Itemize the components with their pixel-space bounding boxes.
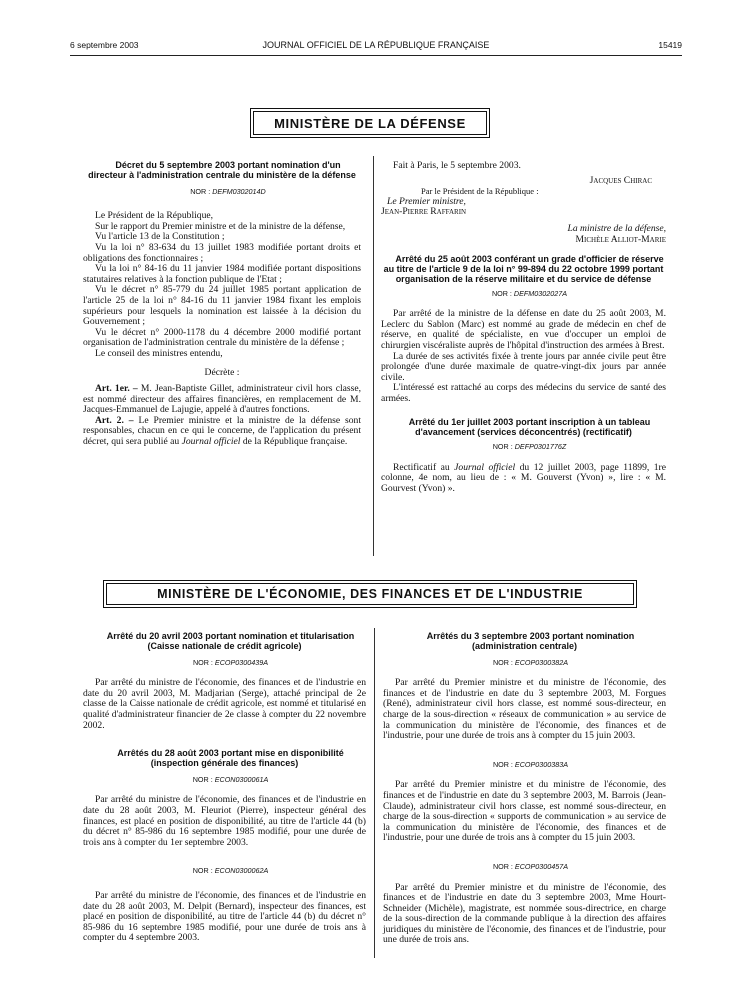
decree1-para: Le conseil des ministres entendu, [95,347,223,359]
eco-a3-para-1: Par arrêté du Premier ministre et du ministre de l'économie, des finances et de l'industrie en date du 3 septembre 2003, M. Forgues (René), administrateur civil hors classe, est nommé sous-directeur, en charge de la sous-direction « réseaux de communication » au service de la communication du ministère de l'économie, des finances et de l'industrie, pour une durée de trois ans à compter du 15 juin 2003. [383,677,666,742]
decree1-para: Vu la loi n° 84-16 du 11 janvier 1984 modifiée portant dispositions statutaires relatives à la fonction publique de l'Etat ; [83,263,361,285]
defense-right-column [381,161,666,494]
eco-a3-nor-code-1: ECOP0300382A [514,657,569,667]
header-journal-title: JOURNAL OFFICIEL DE LA RÉPUBLIQUE FRANÇAISE [262,40,490,50]
economie-left-column [83,632,366,944]
eco-a3-para-3: Par arrêté du Premier ministre et du ministre de l'économie, des finances et de l'industrie en date du 3 septembre 2003, Mme Hourt-Schneider (Michèle), magistrate, est nommée sous-directrice, en charge de la sous-direction de la commande publique à la direction des affaires juridiques du ministère de l'économie, des finances et de l'industrie, pour une durée de trois ans. [383,881,666,946]
header-date: 6 septembre 2003 [70,40,139,50]
arrete3-para: Rectificatif au Journal officiel du 12 juillet 2003, page 11899, 1re colonne, 4e nom, au lieu de : « M. Gouverst (Yvon) », lire : « M. Gourvest (Yvon) ». [381,461,667,494]
minister-name: Michèle Alliot-Marie [575,233,666,245]
ministry-title-defense: MINISTÈRE DE LA DÉFENSE [253,111,487,135]
arrete2-para: Par arrêté de la ministre de la défense en date du 25 août 2003, M. Leclerc du Sablon (Marc) est nommé au grade de médecin en chef de réserve, en qualité de spécialiste, en vue d'occuper un emploi de chirurgien viscéraliste auprès de l'hôpital d'instruction des armées à Brest. [381,308,666,351]
column-divider-defense [373,156,374,556]
president-name: Jacques Chirac [589,174,652,186]
decree1-signed-place: Fait à Paris, le 5 septembre 2003. [393,160,521,171]
art1-label: Art. 1er. – [95,383,138,395]
decree1-para: Le Président de la République, [95,210,214,222]
eco-a2-nor-1: NOR : ECON0300061A [192,774,269,784]
decree1-para: Vu le décret n° 85-779 du 24 juillet 1985 portant application de l'article 25 de la loi n° 84-16 du 11 janvier 1984 fixant les emplois supérieurs pour lesquels la nomination est laissée à la décision du Gouvernement ; [83,284,361,328]
eco-a2-nor-code-1: ECON0300061A [214,774,269,784]
eco-a3-title: Arrêtés du 3 septembre 2003 portant nomination (administration centrale) [426,631,635,651]
ministry-box-defense [250,108,490,138]
pm-name: Jean-Pierre Raffarin [381,206,467,218]
decree1-title: Décret du 5 septembre 2003 portant nomination d'un directeur à l'administration centrale du ministère de la défense [88,160,356,180]
decree1-article-1: Art. 1er. – M. Jean-Baptiste Gillet, administrateur civil hors classe, est nommé directeur des affaires financières, en remplacement de M. Jacques-Emmanuel de Lajugie, appelé à d'autres fonctions. [83,383,361,416]
arrete2-nor: NOR : DEFM0302027A [491,288,568,298]
eco-a1-nor-code: ECOP0300439A [214,657,269,667]
eco-a2-title: Arrêtés du 28 août 2003 portant mise en disponibilité (inspection générale des finances) [117,748,344,768]
arrete2-nor-code: DEFM0302027A [513,288,568,298]
ministry-box-economie [103,580,637,608]
eco-a2-para-1: Par arrêté du ministre de l'économie, des finances et de l'industrie en date du 28 août 2003, M. Fleuriot (Pierre), inspecteur général des finances, est placé en position de disponibilité, au titre de l'article 44 (b) du décret n° 85-986 du 16 septembre 1985 modifié, pour une durée de trois ans à compter du 1er septembre 2003. [83,794,366,848]
decree1-article-2: Art. 2. – Le Premier ministre et la ministre de la défense sont responsables, chacun en ce qui le concerne, de l'application du présent décret, qui sera publié au Journal officiel de la République française. [83,414,361,448]
eco-a3-nor-3: NOR : ECOP0300457A [492,861,569,871]
header-page-number: 15419 [658,40,682,50]
eco-a2-nor-code-2: ECON0300062A [214,866,269,876]
eco-a1-para: Par arrêté du ministre de l'économie, des finances et de l'industrie en date du 20 avril 2003, M. Madjarian (Serge), attaché principal de 2e classe de la Caisse nationale de crédit agricole, est nommé et titularisé en qualité d'administrateur financier de 2e classe à compter du 22 novembre 2002. [83,677,366,731]
art2-label: Art. 2. – [95,414,134,426]
decree1-nor-code: DEFM0302014D [212,186,266,196]
minister-title: La ministre de la défense, [567,222,666,234]
arrete2-para: La durée de ses activités fixée à trente jours par année civile peut être prolongée d'une durée maximale de quatre-vingt-dix jours par année civile. [381,350,666,383]
decree1-para: Vu l'article 13 de la Constitution ; [95,231,225,243]
decree1-para: Sur le rapport du Premier ministre et de la ministre de la défense, [95,220,346,232]
arrete3-nor: NOR : DEFP0301776Z [492,442,567,452]
decree1-para: Vu le décret n° 2000-1178 du 4 décembre 2000 modifié portant organisation de l'administration centrale du ministère de la défense ; [83,326,361,349]
eco-a1-title: Arrêté du 20 avril 2003 portant nomination et titularisation (Caisse nationale de crédit agricole) [106,631,355,651]
arrete2-para: L'intéressé est rattaché au corps des médecins du service de santé des armées. [381,382,666,404]
eco-a3-para-2: Par arrêté du Premier ministre et du ministre de l'économie, des finances et de l'industrie en date du 3 septembre 2003, M. Barrois (Jean-Claude), administrateur civil hors classe, est nommé sous-directeur, en charge de la sous-direction « supports de communication » au service de la communication du ministère de l'économie, des finances et de l'industrie, pour une durée de trois ans à compter du 15 juin 2003. [383,779,666,844]
arrete2-title: Arrêté du 25 août 2003 conférant un grade d'officier de réserve au titre de l'article 9 de la loi n° 99-894 du 22 octobre 1999 portant organisation de la réserve militaire et du service de défense [383,254,664,284]
eco-a2-para-2: Par arrêté du ministre de l'économie, des finances et de l'industrie en date du 28 août 2003, M. Delpit (Bernard), inspecteur des finances, est placé en position de disponibilité, au titre de l'article 44 (b) du décret n° 85-986 du 16 septembre 1985 modifié, pour une durée de trois ans à compter du 4 septembre 2003. [83,889,366,944]
eco-a3-nor-1: NOR : ECOP0300382A [492,657,569,667]
eco-a3-nor-code-3: ECOP0300457A [514,861,569,871]
eco-a3-nor-code-2: ECOP0300383A [514,759,569,769]
decree1-nor: NOR : DEFM0302014D [190,186,266,196]
decree1-para: Vu la loi n° 83-634 du 13 juillet 1983 modifiée portant droits et obligations des fonctionnaires ; [83,241,361,264]
arrete3-nor-code: DEFP0301776Z [514,442,567,452]
economie-right-column [383,632,666,946]
header-rule [70,55,682,56]
ministry-title-economie: MINISTÈRE DE L'ÉCONOMIE, DES FINANCES ET DE L'INDUSTRIE [106,583,634,605]
pm-title: Le Premier ministre, [387,195,466,207]
eco-a2-nor-2: NOR : ECON0300062A [192,866,269,876]
running-header [70,40,682,54]
decree1-decrete: Décrète : [204,366,240,378]
eco-a1-nor: NOR : ECOP0300439A [192,657,269,667]
defense-left-column [83,161,361,448]
par-president: Par le Président de la République : [421,186,539,197]
column-divider-economie [374,628,375,958]
eco-a3-nor-2: NOR : ECOP0300383A [492,759,569,769]
arrete3-title: Arrêté du 1er juillet 2003 portant inscription à un tableau d'avancement (services déconcentrés) (rectificatif) [408,417,651,438]
